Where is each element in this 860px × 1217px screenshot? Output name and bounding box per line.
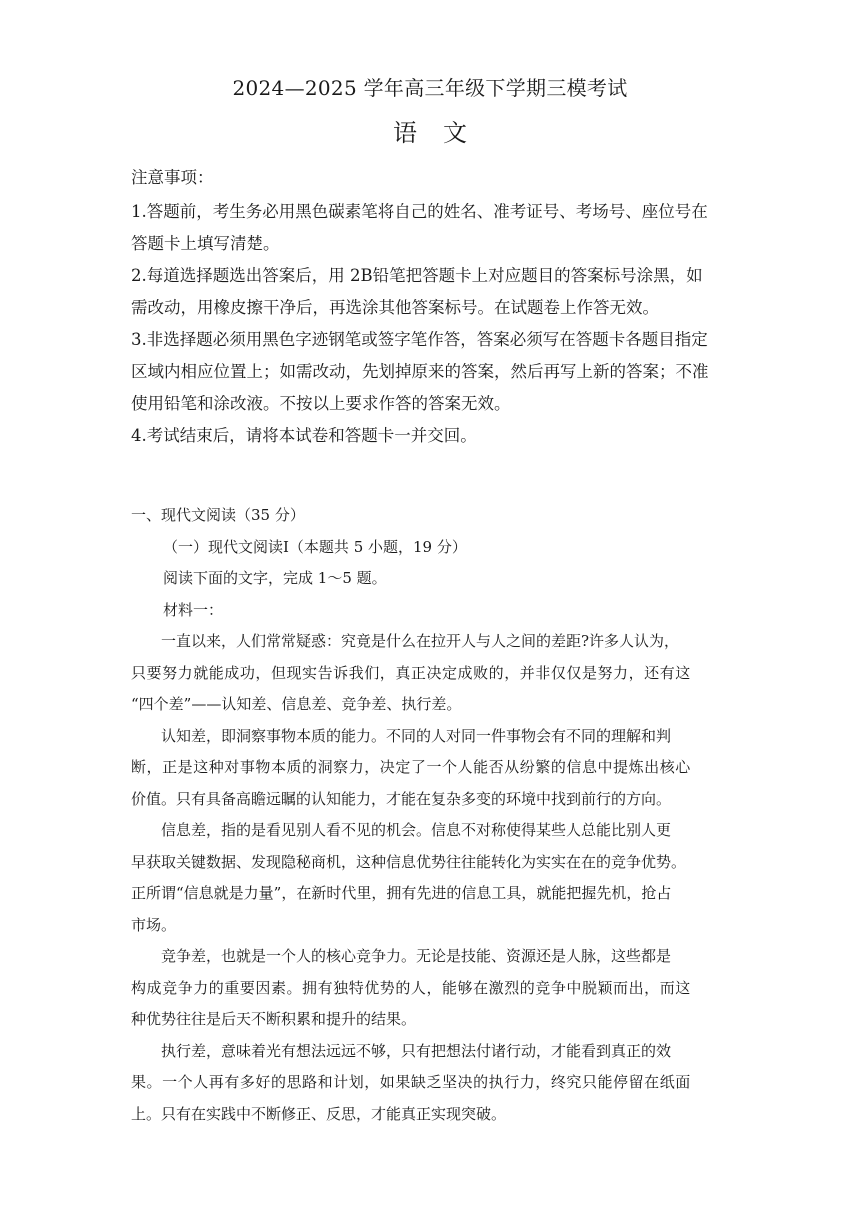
paragraph-line: 执行差，意味着光有想法远远不够，只有把想法付诸行动，才能看到真正的效: [161, 1041, 672, 1060]
notice-heading: 注意事项：: [131, 168, 214, 187]
subject-title: 语文: [393, 119, 493, 147]
notice-line: 区域内相应位置上；如需改动，先划掉原来的答案，然后再写上新的答案；不准: [131, 362, 709, 381]
exam-title: 2024—2025 学年高三年级下学期三模考试: [232, 76, 628, 100]
notice-line: 2.每道选择题选出答案后，用 2B铅笔把答题卡上对应题目的答案标号涂黑，如: [131, 266, 703, 285]
material-label: 材料一：: [163, 600, 224, 619]
paragraph-line: 早获取关键数据、发现隐秘商机，这种信息优势往往能转化为实实在在的竞争优势。: [131, 852, 687, 871]
notice-line: 使用铅笔和涂改液。不按以上要求作答的答案无效。: [131, 394, 511, 413]
paragraph-line: 市场。: [131, 915, 177, 934]
paragraph-line: 只要努力就能成功，但现实告诉我们，真正决定成败的，并非仅仅是努力，还有这: [131, 663, 691, 682]
section-heading: 一、现代文阅读（35 分）: [131, 506, 305, 524]
paragraph-line: 信息差，指的是看见别人看不见的机会。信息不对称使得某些人总能比别人更: [161, 821, 672, 839]
paragraph-line: 价值。只有具备高瞻远瞩的认知能力，才能在复杂多变的环境中找到前行的方向。: [131, 789, 672, 808]
paragraph: [131, 1036, 751, 1131]
notice-line: 答题卡上填写清楚。: [131, 234, 280, 253]
notice-line: 3.非选择题必须用黑色字迹钢笔或签字笔作答，答案必须写在答题卡各题目指定: [131, 330, 708, 349]
paragraph-line: 断，正是这种对事物本质的洞察力，决定了一个人能否从纷繁的信息中提炼出核心: [131, 758, 691, 776]
reading-section: [131, 500, 751, 1130]
notice-line: 4.考试结束后，请将本试卷和答题卡一并交回。: [131, 426, 477, 445]
paragraph: [131, 815, 751, 941]
paragraph-line: 上。只有在实践中不断修正、反思，才能真正实现突破。: [131, 1104, 507, 1123]
paragraph: [131, 721, 751, 816]
paragraph: [131, 941, 751, 1036]
paragraph-line: 构成竞争力的重要因素。拥有独特优势的人，能够在激烈的竞争中脱颖而出，而这: [131, 978, 691, 997]
paragraph-line: 果。一个人再有多好的思路和计划，如果缺乏坚决的执行力，终究只能停留在纸面: [131, 1073, 691, 1091]
notice-line: 1.答题前，考生务必用黑色碳素笔将自己的姓名、准考证号、考场号、座位号在: [131, 202, 708, 221]
notice-line: 需改动，用橡皮擦干净后，再选涂其他答案标号。在试题卷上作答无效。: [131, 298, 659, 317]
paragraph-line: 种优势往往是后天不断积累和提升的结果。: [131, 1010, 417, 1028]
paragraph-line: 一直以来，人们常常疑惑：究竟是什么在拉开人与人之间的差距?许多人认为，: [161, 632, 680, 650]
instruction-text: 阅读下面的文字，完成 1～5 题。: [163, 569, 387, 587]
subsection-heading: （一）现代文阅读Ⅰ（本题共 5 小题，19 分）: [163, 537, 467, 556]
paragraph-line: 竞争差，也就是一个人的核心竞争力。无论是技能、资源还是人脉，这些都是: [161, 947, 672, 965]
notice-block: [131, 164, 731, 452]
paragraph-line: 认知差，即洞察事物本质的能力。不同的人对同一件事物会有不同的理解和判: [161, 726, 672, 745]
paragraph: [131, 626, 751, 721]
paragraph-line: 正所谓“信息就是力量”，在新时代里，拥有先进的信息工具，就能把握先机，抢占: [131, 884, 672, 902]
paragraph-line: “四个差”——认知差、信息差、竞争差、执行差。: [131, 695, 462, 713]
